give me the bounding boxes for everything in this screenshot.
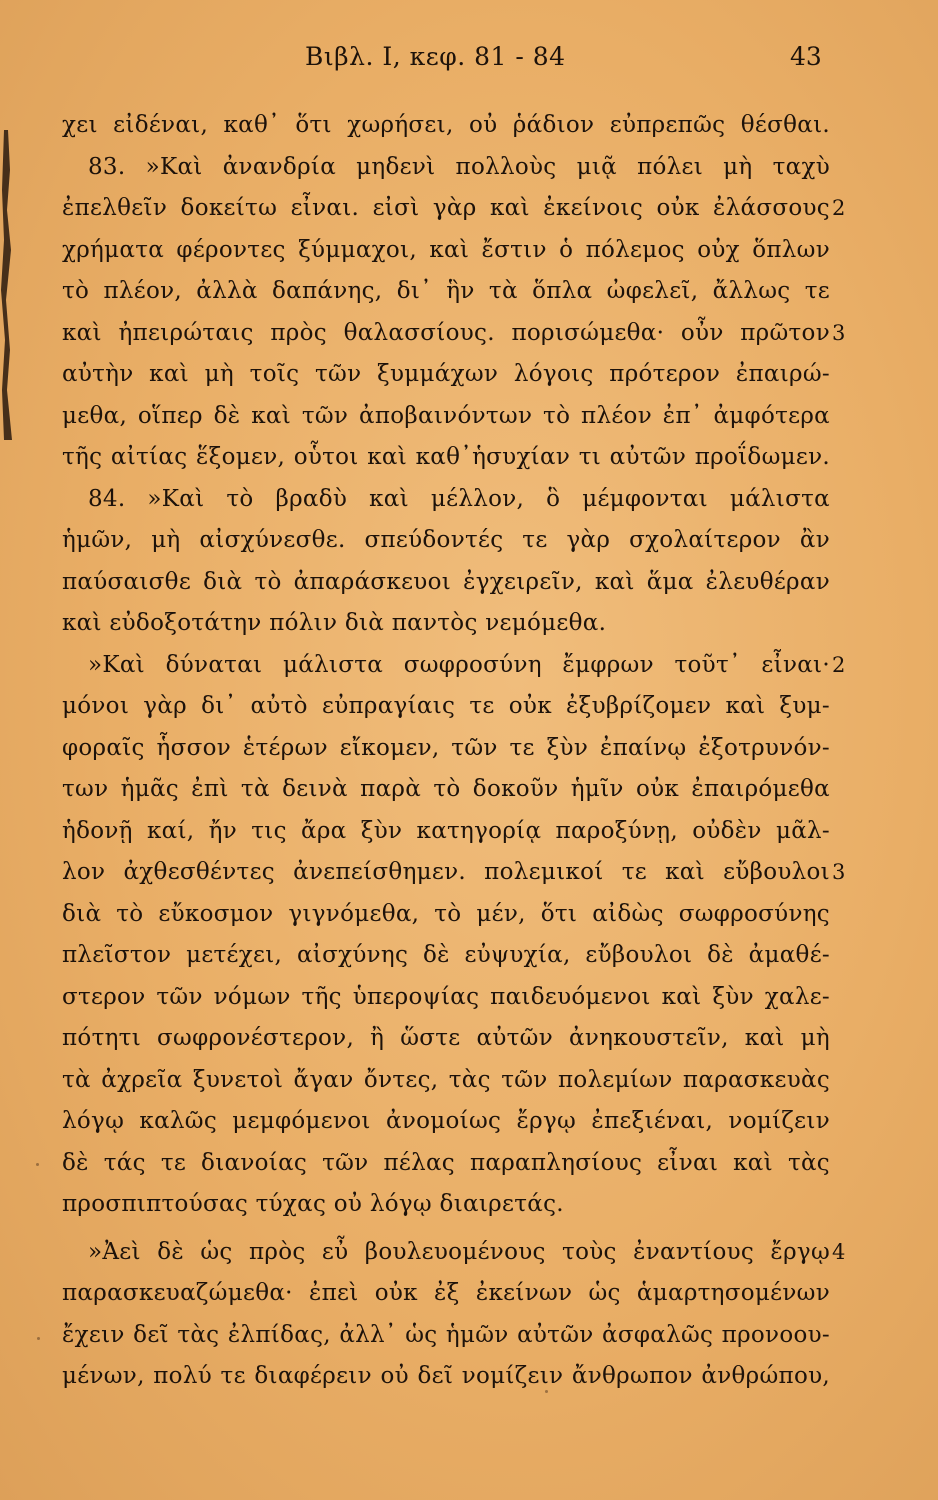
text-line: πλεῖστον μετέχει, αἰσχύνης δὲ εὐψυχία, εὔβουλοι δὲ ἀμαθέ- bbox=[62, 942, 830, 968]
text-line: τὰ ἀχρεῖα ξυνετοὶ ἄγαν ὄντες, τὰς τῶν πολεμίων παρασκευὰς bbox=[62, 1066, 830, 1093]
paper-speck bbox=[36, 1163, 39, 1166]
text-line-section-83: 83. »Καὶ ἀνανδρία μηδενὶ πολλοὺς μιᾷ πόλει μὴ ταχὺ bbox=[88, 153, 830, 180]
text-line: λον ἀχθεσθέντες ἀνεπείσθημεν. πολεμικοί τε καὶ εὔβουλοι bbox=[62, 859, 830, 885]
text-line-paragraph-start: »Καὶ δύναται μάλιστα σωφροσύνη ἔμφρων τοῦτ᾿ εἶναι· bbox=[88, 651, 830, 678]
page-edge-tear bbox=[0, 130, 22, 440]
text-line: αὐτὴν καὶ μὴ τοῖς τῶν ξυμμάχων λόγοις πρότερον ἐπαιρώ- bbox=[62, 361, 830, 387]
text-line: μόνοι γὰρ δι᾿ αὐτὸ εὐπραγίαις τε οὐκ ἐξυβρίζομεν καὶ ξυμ- bbox=[62, 693, 830, 719]
text-line: προσπιπτούσας τύχας οὐ λόγῳ διαιρετάς. bbox=[62, 1191, 564, 1217]
body-text bbox=[62, 105, 830, 1398]
margin-number: 3 bbox=[832, 320, 846, 345]
text-line: λόγῳ καλῶς μεμφόμενοι ἀνομοίως ἔργῳ ἐπεξιέναι, νομίζειν bbox=[62, 1108, 830, 1134]
text-line: χρήματα φέροντες ξύμμαχοι, καὶ ἔστιν ὁ πόλεμος οὐχ ὅπλων bbox=[62, 236, 830, 263]
text-line: φοραῖς ἧσσον ἑτέρων εἴκομεν, τῶν τε ξὺν ἐπαίνῳ ἐξοτρυνόν- bbox=[62, 734, 830, 761]
text-line: στερον τῶν νόμων τῆς ὑπεροψίας παιδευόμενοι καὶ ξὺν χαλε- bbox=[62, 983, 830, 1010]
margin-number: 2 bbox=[832, 196, 846, 220]
text-line: τὸ πλέον, ἀλλὰ δαπάνης, δι᾿ ἣν τὰ ὅπλα ὠφελεῖ, ἄλλως τε bbox=[62, 278, 830, 304]
text-line: των ἡμᾶς ἐπὶ τὰ δεινὰ παρὰ τὸ δοκοῦν ἡμῖν οὐκ ἐπαιρόμεθα bbox=[62, 776, 830, 802]
text-line: ἡδονῇ καί, ἤν τις ἄρα ξὺν κατηγορίᾳ παροξύνῃ, οὐδὲν μᾶλ- bbox=[62, 817, 830, 844]
text-line: καὶ ἠπειρώταις πρὸς θαλασσίους. πορισώμεθα· οὖν πρῶτον bbox=[62, 319, 830, 346]
text-line: χει εἰδέναι, καθ᾿ ὅτι χωρήσει, οὐ ῥάδιον εὐπρεπῶς θέσθαι. bbox=[62, 112, 830, 138]
text-line: πότητι σωφρονέστερον, ἢ ὥστε αὐτῶν ἀνηκουστεῖν, καὶ μὴ bbox=[62, 1025, 830, 1051]
margin-number: 3 bbox=[832, 860, 846, 884]
text-line: ἐπελθεῖν δοκείτω εἶναι. εἰσὶ γὰρ καὶ ἐκείνοις οὐκ ἐλάσσους bbox=[62, 195, 830, 221]
text-line: μεθα, οἵπερ δὲ καὶ τῶν ἀποβαινόντων τὸ πλέον ἐπ᾿ ἀμφότερα bbox=[62, 402, 830, 429]
text-line-section-84: 84. »Καὶ τὸ βραδὺ καὶ μέλλον, ὃ μέμφονται μάλιστα bbox=[88, 485, 830, 512]
page-number: 43 bbox=[790, 42, 822, 71]
text-line: διὰ τὸ εὔκοσμον γιγνόμεθα, τὸ μέν, ὅτι αἰδὼς σωφροσύνης bbox=[62, 900, 830, 927]
running-head: Βιβλ. Ι, κεφ. 81 - 84 bbox=[305, 42, 566, 71]
text-line: παρασκευαζώμεθα· ἐπεὶ οὐκ ἐξ ἐκείνων ὡς ἁμαρτησομένων bbox=[62, 1280, 830, 1306]
text-line: παύσαισθε διὰ τὸ ἀπαράσκευοι ἐγχειρεῖν, καὶ ἅμα ἐλευθέραν bbox=[62, 568, 830, 595]
text-line: τῆς αἰτίας ἕξομεν, οὗτοι καὶ καθ᾿ἡσυχίαν τι αὐτῶν προΐδωμεν. bbox=[62, 444, 830, 470]
text-line: δὲ τάς τε διανοίας τῶν πέλας παραπλησίους εἶναι καὶ τὰς bbox=[62, 1149, 830, 1176]
margin-number: 2 bbox=[832, 652, 846, 677]
text-line: καὶ εὐδοξοτάτην πόλιν διὰ παντὸς νεμόμεθα. bbox=[62, 610, 607, 636]
text-line: ἡμῶν, μὴ αἰσχύνεσθε. σπεύδοντές τε γὰρ σχολαίτερον ἂν bbox=[62, 527, 830, 553]
text-line: ἔχειν δεῖ τὰς ἐλπίδας, ἀλλ᾿ ὡς ἡμῶν αὐτῶν ἀσφαλῶς προνοου- bbox=[62, 1321, 830, 1348]
paper-speck bbox=[37, 1337, 40, 1340]
text-line-paragraph-start: »Ἀεὶ δὲ ὡς πρὸς εὖ βουλευομένους τοὺς ἐναντίους ἔργῳ bbox=[88, 1238, 830, 1265]
text-line: μένων, πολύ τε διαφέρειν οὐ δεῖ νομίζειν ἄνθρωπον ἀνθρώπου, bbox=[62, 1363, 830, 1389]
paper-speck bbox=[545, 1390, 548, 1393]
margin-number: 4 bbox=[832, 1239, 846, 1264]
